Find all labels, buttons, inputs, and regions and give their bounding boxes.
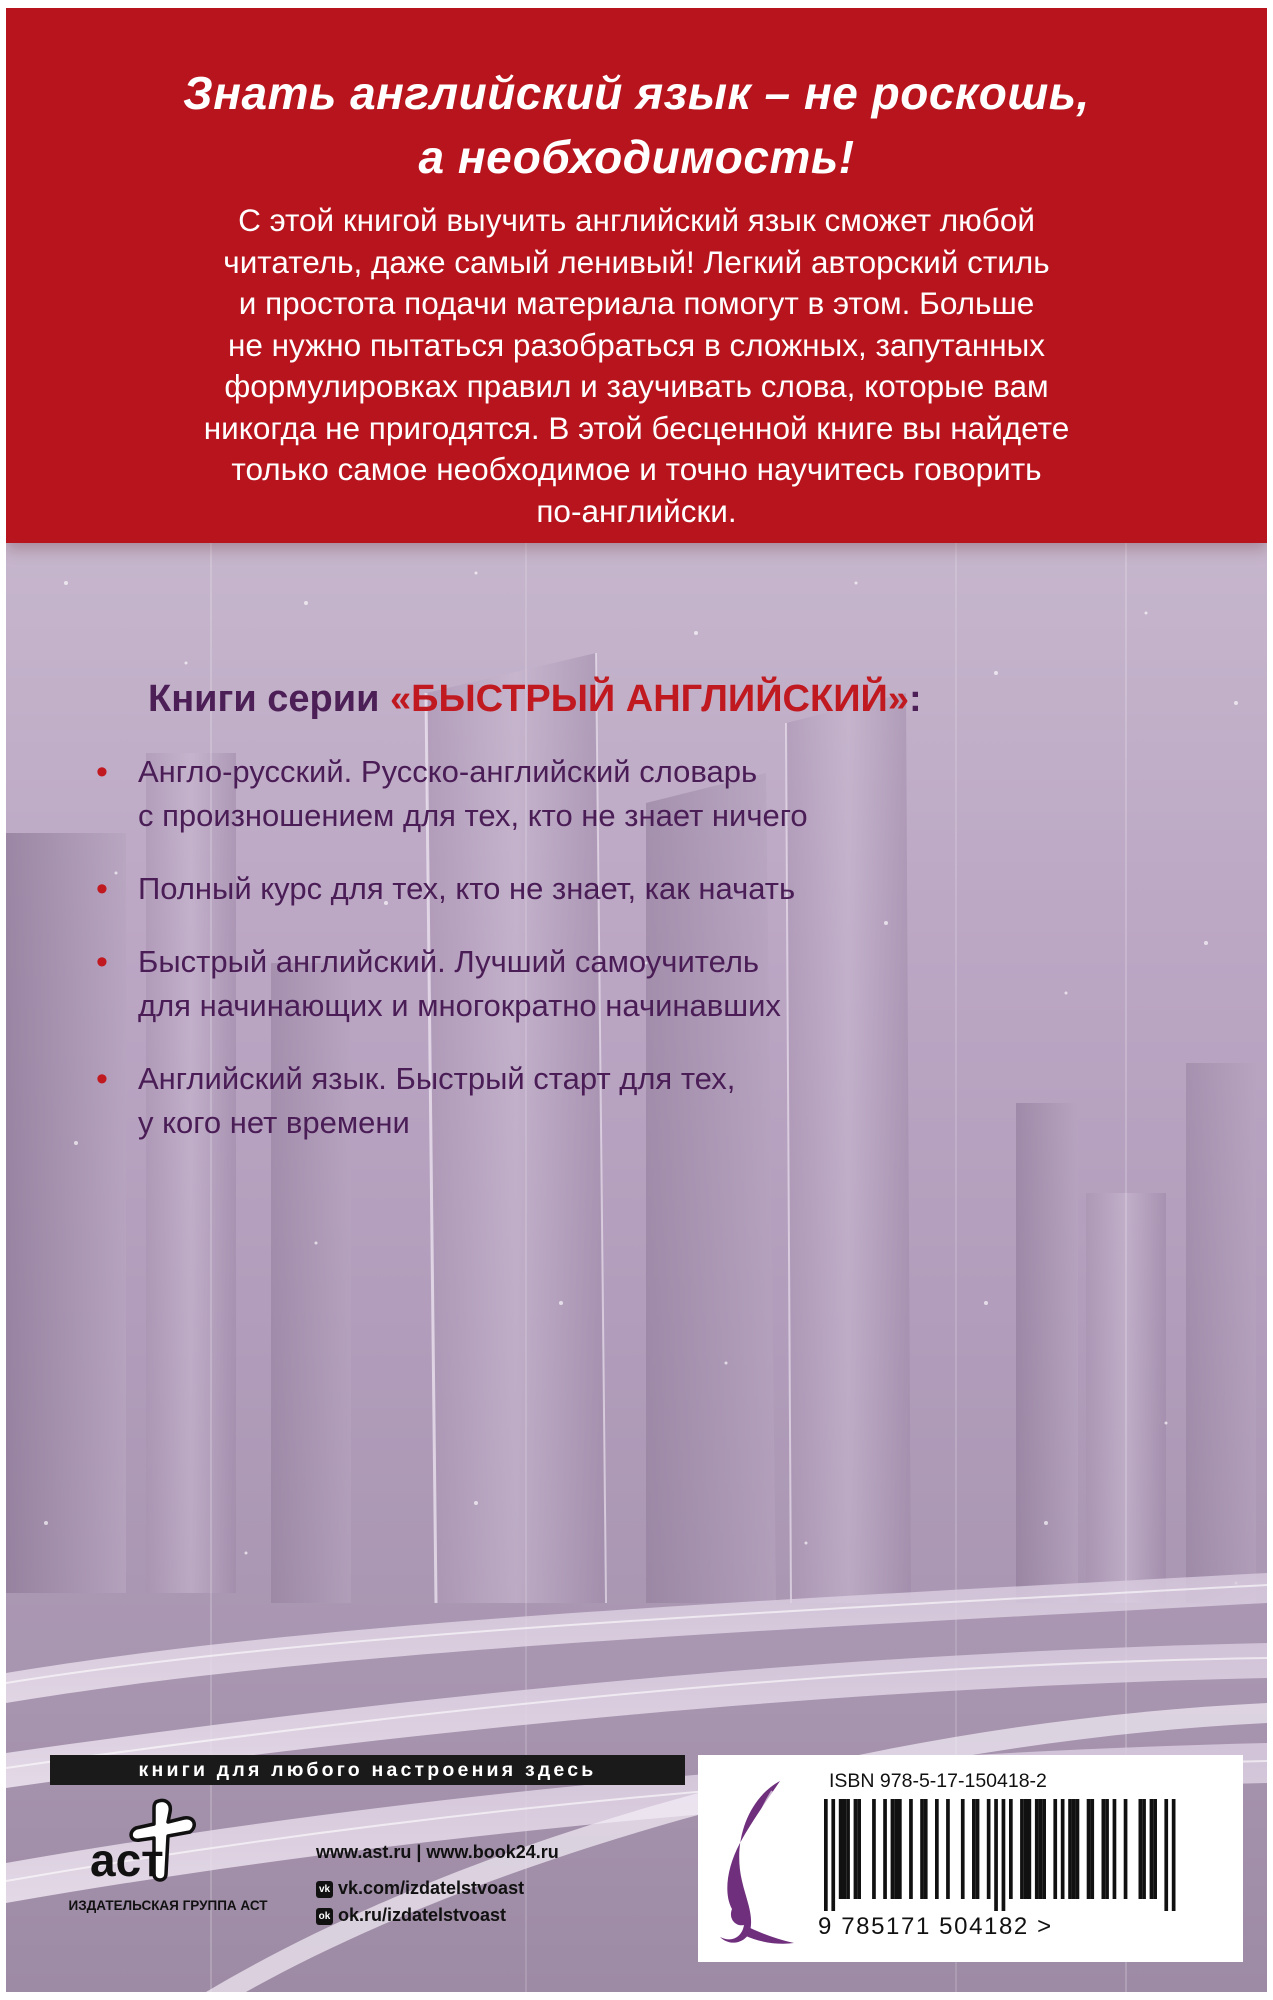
isbn-barcode-box: [698, 1755, 1243, 1962]
barcode-bar: [1072, 1799, 1076, 1899]
barcode-bar: [872, 1799, 876, 1899]
barcode-bar: [994, 1799, 998, 1911]
ast-logo-text: аст: [90, 1834, 164, 1886]
barcode-bar: [846, 1799, 850, 1899]
barcode-bar: [1090, 1799, 1094, 1899]
book-title-line: Англо-русский. Русско-английский словарь: [138, 754, 758, 789]
book-title-line: для начинающих и многократно начинавших: [138, 988, 781, 1023]
barcode-bar: [883, 1799, 887, 1899]
barcode-bar: [920, 1799, 924, 1899]
vk-link: [316, 1878, 524, 1899]
barcode-bar: [946, 1799, 950, 1899]
intro-line: читатель, даже самый ленивый! Легкий авторский стиль: [223, 243, 1050, 280]
isbn-label: ISBN 978-5-17-150418-2: [829, 1770, 1047, 1792]
publisher-name: ИЗДАТЕЛЬСКАЯ ГРУППА АСТ: [68, 1898, 268, 1913]
barcode-bar: [1035, 1799, 1039, 1899]
list-item: [96, 1057, 1116, 1145]
barcode-bar: [1172, 1799, 1176, 1911]
barcode-bar: [1113, 1799, 1117, 1899]
series-name: «БЫСТРЫЙ АНГЛИЙСКИЙ»: [390, 678, 909, 720]
book-title-line: Полный курс для тех, кто не знает, как начать: [138, 871, 796, 906]
ast-logo-icon: [84, 1796, 214, 1888]
bullet-icon: •: [96, 943, 108, 981]
header-panel: [6, 8, 1267, 543]
barcode-bar: [831, 1799, 835, 1911]
barcode-bar: [987, 1799, 991, 1899]
barcode-bar: [1153, 1799, 1157, 1899]
intro-line: и простота подачи материала помогут в этом. Больше: [238, 285, 1035, 321]
vk-icon: vk: [316, 1881, 333, 1898]
barcode-bar: [1039, 1799, 1043, 1899]
barcode-bar: [1042, 1799, 1046, 1899]
book-back-cover: [6, 8, 1267, 1992]
barcode-bar: [935, 1799, 939, 1899]
barcode-bar: [1024, 1799, 1028, 1899]
ok-link: [316, 1905, 506, 1926]
barcode-bar: [1020, 1799, 1024, 1899]
book-title-line: Быстрый английский. Лучший самоучитель: [138, 944, 760, 979]
barcode-bar: [857, 1799, 861, 1899]
website-links: www.ast.ru | www.book24.ru: [316, 1842, 559, 1862]
book-title-line: у кого нет времени: [138, 1105, 410, 1140]
barcode-bar: [1009, 1799, 1013, 1899]
headline-line-2: а необходимость!: [418, 131, 855, 183]
tagline-banner: книги для любого настроения здесь: [50, 1755, 685, 1785]
barcode-bar: [839, 1799, 843, 1899]
barcode-bar: [1102, 1799, 1106, 1899]
barcode-bar: [894, 1799, 898, 1899]
intro-line: по-английски.: [536, 492, 737, 529]
barcode-bar: [1164, 1799, 1168, 1911]
barcode-bar: [1068, 1799, 1072, 1899]
bullet-icon: •: [96, 753, 108, 791]
intro-line: только самое необходимое и точно научитесь говорить: [231, 451, 1042, 487]
series-title-suffix: :: [908, 678, 922, 720]
barcode-bar: [891, 1799, 895, 1899]
quill-logo-icon: [710, 1777, 805, 1952]
barcode-bar: [976, 1799, 980, 1899]
list-item: [96, 940, 1116, 1028]
series-title-prefix: Книги серии: [148, 678, 380, 720]
barcode-bar: [924, 1799, 928, 1899]
barcode-bar: [909, 1799, 913, 1899]
barcode-bar: [1076, 1799, 1080, 1899]
barcode-bar: [898, 1799, 902, 1899]
barcode-bar: [1150, 1799, 1154, 1899]
series-book-list: [96, 750, 1116, 1174]
ok-url: ok.ru/izdatelstvoast: [338, 1905, 507, 1925]
barcode-bar: [972, 1799, 976, 1899]
barcode-icon: [824, 1799, 1224, 1913]
intro-line: формулировках правил и заучивать слова, которые вам: [224, 368, 1049, 404]
vk-url: vk.com/izdatelstvoast: [338, 1878, 525, 1898]
book-title-line: с произношением для тех, кто не знает ничего: [138, 798, 808, 833]
book-title-line: Английский язык. Быстрый старт для тех,: [138, 1061, 736, 1096]
barcode-bar: [1053, 1799, 1057, 1899]
barcode-bar: [1087, 1799, 1091, 1899]
ok-icon: ok: [316, 1908, 333, 1925]
barcode-bar: [1061, 1799, 1065, 1899]
intro-line: не нужно пытаться разобраться в сложных, запутанных: [227, 326, 1046, 363]
barcode-bar: [961, 1799, 965, 1899]
list-item: [96, 750, 1116, 838]
barcode-bar: [1028, 1799, 1032, 1899]
list-item: [96, 867, 1116, 911]
barcode-bar: [1142, 1799, 1146, 1899]
series-title: [148, 678, 922, 721]
barcode-bar: [1002, 1799, 1006, 1911]
barcode-bar: [1105, 1799, 1109, 1899]
bullet-icon: •: [96, 870, 108, 908]
bullet-icon: •: [96, 1060, 108, 1098]
intro-line: никогда не пригодятся. В этой бесценной книге вы найдете: [203, 409, 1070, 446]
intro-paragraph: [46, 200, 1227, 532]
barcode-bar: [1139, 1799, 1143, 1899]
barcode-bar: [843, 1799, 847, 1899]
intro-line: С этой книгой выучить английский язык сможет любой: [238, 202, 1035, 238]
barcode-bar: [824, 1799, 828, 1911]
barcode-digits: 9 785171 504182 >: [818, 1913, 1053, 1940]
headline-line-1: Знать английский язык – не роскошь,: [183, 67, 1090, 119]
barcode-bar: [1124, 1799, 1128, 1899]
barcode-bar: [854, 1799, 858, 1899]
